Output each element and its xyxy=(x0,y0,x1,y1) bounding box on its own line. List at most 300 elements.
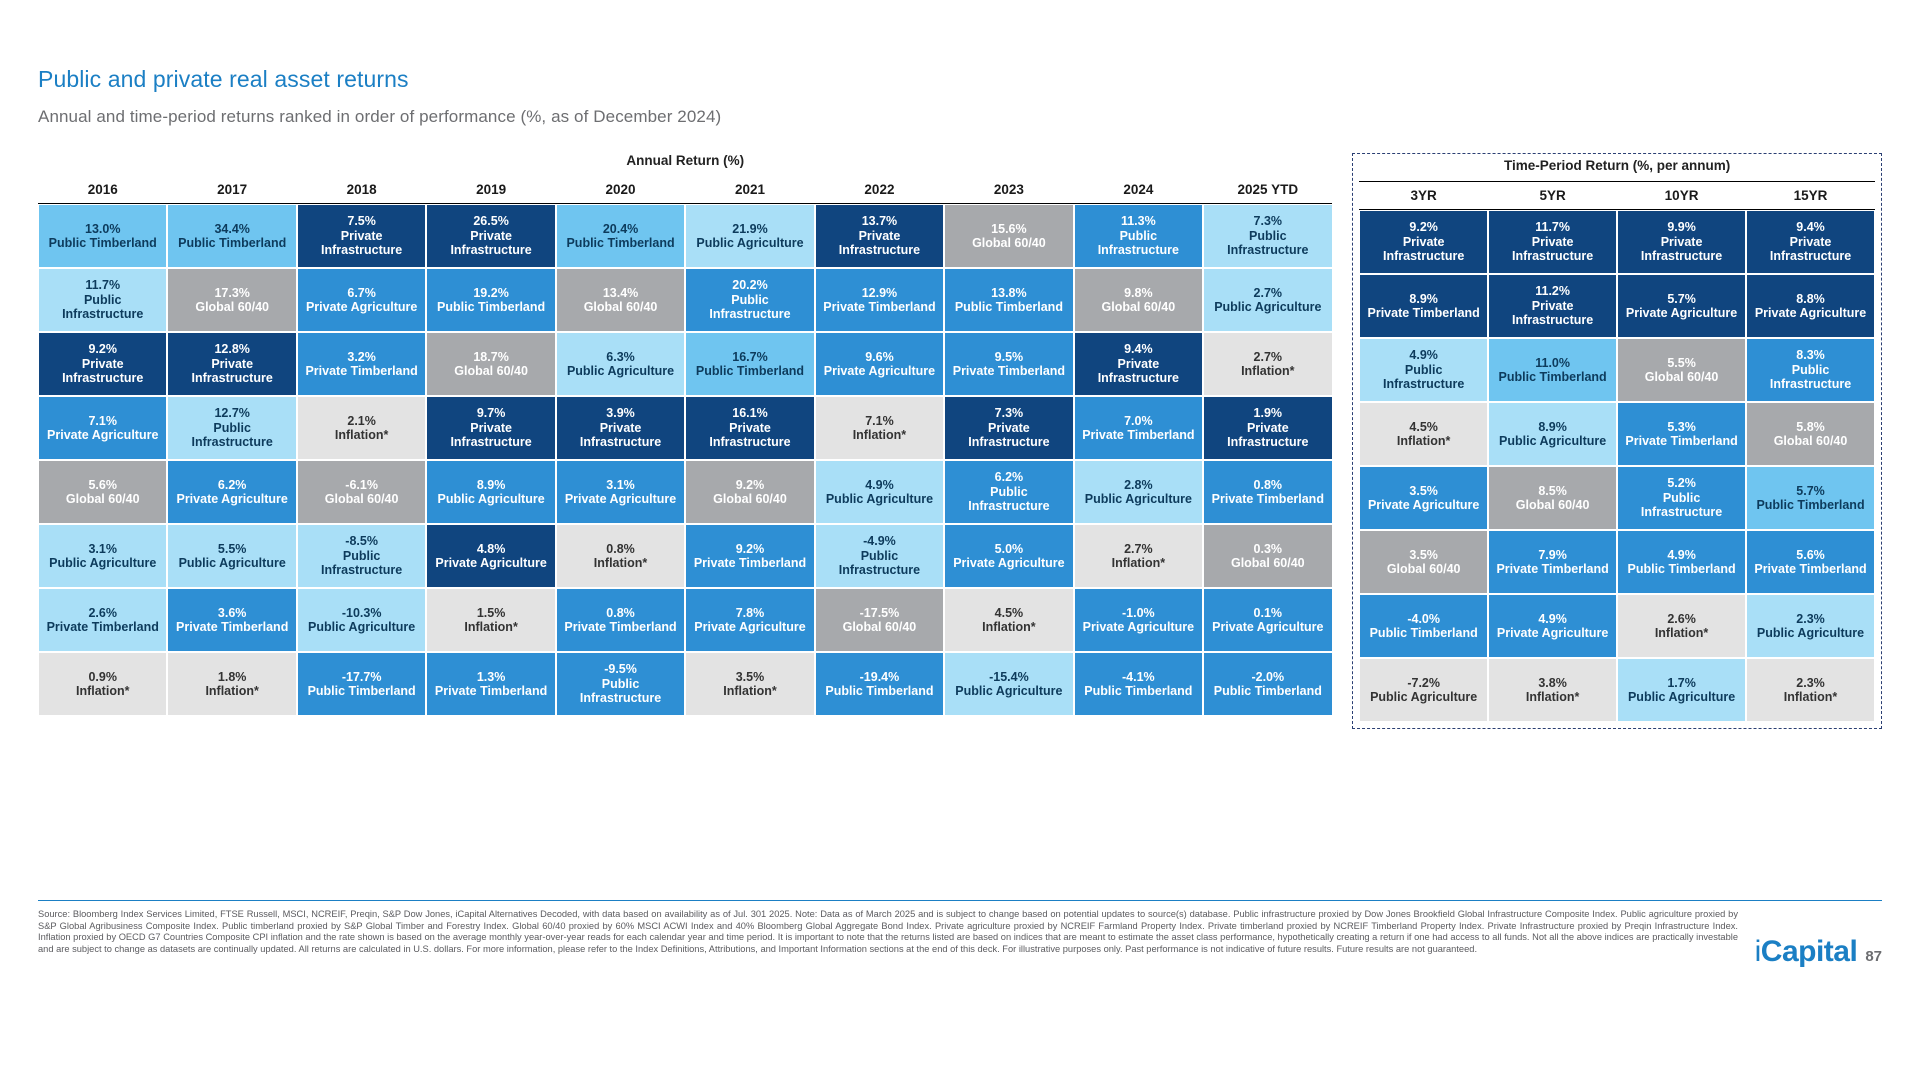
cell-label: Inflation* xyxy=(1396,434,1451,448)
cell-label: Private Infrastructure xyxy=(62,356,144,386)
period-cell xyxy=(1746,210,1875,274)
cell-value: 3.8% xyxy=(1538,675,1567,690)
annual-header-2025-ytd: 2025 YTD xyxy=(1237,182,1299,197)
cell-value: 1.5% xyxy=(476,605,506,620)
cell-value: 5.2% xyxy=(1667,476,1696,491)
annual-cell xyxy=(815,268,944,332)
cell-value: 12.7% xyxy=(214,406,250,421)
time-period-return-block xyxy=(1352,153,1882,729)
cell-value: 2.3% xyxy=(1796,675,1825,690)
cell-value: 5.0% xyxy=(994,541,1024,556)
cell-label: Private Agriculture xyxy=(176,492,288,506)
cell-value: 7.1% xyxy=(88,413,117,428)
annual-cell xyxy=(297,460,426,524)
cell-value: 6.2% xyxy=(217,477,247,492)
cell-value: 3.5% xyxy=(1409,547,1438,562)
cell-label: Private Timberland xyxy=(1625,434,1738,448)
cell-label: Public Agriculture xyxy=(825,492,934,506)
cell-value: 5.5% xyxy=(217,541,247,556)
returns-matrix xyxy=(38,153,1882,729)
cell-label: Public Timberland xyxy=(178,236,287,250)
annual-cell xyxy=(944,460,1073,524)
period-body xyxy=(1359,210,1875,722)
cell-label: Inflation* xyxy=(1783,690,1838,704)
annual-cell xyxy=(38,460,167,524)
cell-value: 1.8% xyxy=(217,669,247,684)
annual-cell xyxy=(685,652,814,716)
cell-label: Public Infrastructure xyxy=(968,484,1050,514)
cell-value: 7.3% xyxy=(1253,214,1283,229)
cell-label: Private Agriculture xyxy=(1754,306,1867,320)
cell-label: Public Infrastructure xyxy=(320,548,403,578)
cell-label: Public Agriculture xyxy=(1627,690,1736,704)
cell-value: 5.6% xyxy=(1796,547,1825,562)
cell-value: 20.2% xyxy=(732,278,768,293)
annual-cell xyxy=(685,332,814,396)
cell-value: 5.5% xyxy=(1667,355,1696,370)
cell-value: 9.8% xyxy=(1124,285,1153,300)
cell-label: Private Agriculture xyxy=(1082,620,1195,634)
annual-cell xyxy=(815,396,944,460)
period-row xyxy=(1359,274,1875,338)
cell-value: 4.9% xyxy=(1409,348,1438,363)
cell-label: Private Timberland xyxy=(1082,428,1195,442)
cell-label: Public Agriculture xyxy=(178,556,286,570)
cell-label: Private Agriculture xyxy=(953,556,1065,570)
cell-value: 6.3% xyxy=(606,349,635,364)
cell-label: Private Agriculture xyxy=(1212,620,1324,634)
icapital-logo xyxy=(1755,935,1858,969)
annual-cell xyxy=(944,204,1073,268)
period-cell xyxy=(1359,530,1488,594)
cell-value: 11.0% xyxy=(1535,355,1570,370)
annual-cell xyxy=(556,652,685,716)
cell-label: Public Agriculture xyxy=(437,492,545,506)
cell-value: -17.7% xyxy=(341,669,382,684)
cell-label: Public Timberland xyxy=(1213,684,1322,698)
period-cell xyxy=(1617,402,1746,466)
cell-label: Global 60/40 xyxy=(1386,562,1461,576)
cell-value: -4.9% xyxy=(863,534,896,549)
period-cell xyxy=(1488,466,1617,530)
annual-header-2023: 2023 xyxy=(993,182,1024,197)
cell-label: Public Infrastructure xyxy=(1383,362,1465,392)
cell-label: Private Infrastructure xyxy=(838,228,921,258)
cell-value: 12.8% xyxy=(214,342,250,357)
annual-cell xyxy=(167,524,296,588)
period-cell xyxy=(1488,594,1617,658)
brand-block xyxy=(1755,935,1882,969)
cell-label: Private Timberland xyxy=(305,364,418,378)
annual-cell xyxy=(1074,524,1203,588)
period-header-3yr: 3YR xyxy=(1410,188,1437,203)
annual-cell xyxy=(815,652,944,716)
cell-value: 13.7% xyxy=(861,214,898,229)
cell-value: -17.5% xyxy=(859,605,900,620)
cell-label: Private Infrastructure xyxy=(1383,234,1465,264)
cell-label: Public Timberland xyxy=(566,236,675,250)
cell-value: 0.1% xyxy=(1253,605,1283,620)
cell-label: Public Infrastructure xyxy=(62,292,144,322)
cell-label: Public Infrastructure xyxy=(1769,362,1852,392)
period-cell xyxy=(1359,594,1488,658)
annual-cell xyxy=(685,396,814,460)
period-row xyxy=(1359,658,1875,722)
cell-value: 3.1% xyxy=(88,541,117,556)
period-row xyxy=(1359,402,1875,466)
cell-label: Inflation* xyxy=(1111,556,1166,570)
annual-cell xyxy=(944,588,1073,652)
cell-value: 0.8% xyxy=(606,541,635,556)
period-cell xyxy=(1488,274,1617,338)
cell-label: Inflation* xyxy=(723,684,777,698)
annual-header-2022: 2022 xyxy=(864,182,895,197)
annual-cell xyxy=(1203,652,1332,716)
cell-value: 19.2% xyxy=(473,285,509,300)
period-header-5yr: 5YR xyxy=(1539,188,1566,203)
cell-label: Private Agriculture xyxy=(1625,306,1738,320)
cell-label: Private Timberland xyxy=(176,620,289,634)
cell-value: 2.1% xyxy=(347,413,376,428)
annual-cell xyxy=(944,396,1073,460)
cell-label: Private Infrastructure xyxy=(1769,234,1852,264)
cell-label: Public Timberland xyxy=(825,684,934,698)
period-cell xyxy=(1617,658,1746,722)
cell-value: 3.5% xyxy=(1409,483,1438,498)
logo-capital: Capital xyxy=(1760,935,1858,968)
annual-cell xyxy=(297,332,426,396)
annual-cell xyxy=(1203,268,1332,332)
cell-value: 15.6% xyxy=(991,221,1027,236)
period-band-title: Time-Period Return (%, per annum) xyxy=(1503,158,1731,173)
cell-label: Private Infrastructure xyxy=(1511,234,1594,264)
cell-label: Public Timberland xyxy=(1756,498,1865,512)
annual-row xyxy=(38,396,1332,460)
cell-value: 2.7% xyxy=(1124,541,1153,556)
cell-value: 4.8% xyxy=(476,541,506,556)
cell-value: 21.9% xyxy=(732,221,768,236)
cell-label: Private Infrastructure xyxy=(320,228,403,258)
cell-value: 8.8% xyxy=(1796,291,1825,306)
cell-label: Public Timberland xyxy=(307,684,416,698)
annual-header-2018: 2018 xyxy=(346,182,377,197)
cell-value: 7.1% xyxy=(865,413,894,428)
cell-value: 9.2% xyxy=(88,342,117,357)
cell-label: Global 60/40 xyxy=(713,492,787,506)
cell-value: 13.8% xyxy=(991,285,1027,300)
cell-label: Public Agriculture xyxy=(1084,492,1192,506)
cell-value: -2.0% xyxy=(1251,669,1285,684)
annual-cell xyxy=(167,332,296,396)
cell-label: Global 60/40 xyxy=(972,236,1046,250)
cell-value: -6.1% xyxy=(345,477,378,492)
cell-label: Global 60/40 xyxy=(842,620,917,634)
cell-label: Inflation* xyxy=(982,620,1036,634)
cell-value: 9.2% xyxy=(735,541,765,556)
cell-label: Public Timberland xyxy=(1369,626,1478,640)
cell-label: Public Infrastructure xyxy=(579,676,662,706)
cell-label: Inflation* xyxy=(75,684,130,698)
cell-value: 4.5% xyxy=(994,605,1024,620)
period-cell xyxy=(1617,466,1746,530)
cell-label: Public Infrastructure xyxy=(838,548,921,578)
cell-label: Private Timberland xyxy=(952,364,1066,378)
source-note: Source: Bloomberg Index Services Limited, FTSE Russell, MSCI, NCREIF, Preqin, S&P Dow Jones, iCapital Alternatives Decoded, with data based on availability as of Jul. 301 2025. Note: Data as of March 2025 and is subject to change based on potential updates to source(s) database. Public infrastructure proxied by Dow Jones Brookfield Global Infrastructure Composite Index. Public agriculture proxied by S&P Global Agribusiness Composite Index. Public timberland proxied by S&P Global Timber and Forestry Index. Global 60/40 proxied by 60% MSCI ACWI Index and 40% Bloomberg Global Aggregate Bond Index. Private agriculture proxied by NCREIF Farmland Property Index. Private timberland proxied by NCREIF Timberland Property Index. Private Infrastructure proxied by Preqin Infrastructure Index. Inflation proxied by OECD G7 Countries Composite CPI inflation and the rate shown is based on the average monthly year-over-year reads for each calendar year and time period. It is important to note that the returns listed are based on indices that are meant to estimate the asset class performance, hypothetically creating a return if one had access to all funds. Not all the above indices are practically investable and are subject to change as datasets are continually updated. All returns are calculated in U.S. dollars. For more information, please refer to the Index Definitions, Attributions, and Important Information sections at the end of this deck. For illustrative purposes only. Past performance is not indicative of future results. Future results are not guaranteed. xyxy=(38,909,1738,954)
cell-value: 18.7% xyxy=(473,349,509,364)
annual-cell xyxy=(815,460,944,524)
cell-value: 0.8% xyxy=(1253,477,1283,492)
cell-label: Public Infrastructure xyxy=(1640,490,1723,520)
cell-value: 8.9% xyxy=(476,477,506,492)
annual-cell xyxy=(38,268,167,332)
cell-value: 11.3% xyxy=(1120,214,1156,229)
cell-label: Global 60/40 xyxy=(195,300,269,314)
annual-row xyxy=(38,332,1332,396)
period-cell xyxy=(1746,658,1875,722)
cell-label: Private Infrastructure xyxy=(1097,356,1179,386)
annual-cell xyxy=(167,268,296,332)
cell-label: Private Timberland xyxy=(1754,562,1867,576)
cell-value: -4.0% xyxy=(1407,611,1440,626)
annual-row xyxy=(38,588,1332,652)
cell-value: 34.4% xyxy=(214,221,250,236)
cell-value: 8.9% xyxy=(1409,291,1438,306)
annual-cell xyxy=(556,588,685,652)
annual-cell xyxy=(556,204,685,268)
page-subtitle: Annual and time-period returns ranked in order of performance (%, as of December 2024) xyxy=(38,107,722,126)
cell-value: -1.0% xyxy=(1122,605,1155,620)
cell-value: 9.6% xyxy=(865,349,894,364)
period-cell xyxy=(1746,338,1875,402)
cell-label: Inflation* xyxy=(1654,626,1709,640)
annual-cell xyxy=(1074,652,1203,716)
cell-label: Public Infrastructure xyxy=(191,420,273,450)
footer-divider xyxy=(38,900,1882,901)
cell-label: Inflation* xyxy=(334,428,389,442)
cell-label: Private Infrastructure xyxy=(1511,298,1594,328)
cell-label: Inflation* xyxy=(1525,690,1580,704)
cell-label: Private Timberland xyxy=(434,684,548,698)
period-row xyxy=(1359,530,1875,594)
cell-label: Public Infrastructure xyxy=(709,292,791,322)
annual-cell xyxy=(426,524,555,588)
period-header-15yr: 15YR xyxy=(1793,188,1828,203)
cell-value: 13.4% xyxy=(602,285,639,300)
cell-value: 4.9% xyxy=(1667,547,1696,562)
annual-cell xyxy=(944,652,1073,716)
cell-value: 3.6% xyxy=(217,605,247,620)
cell-value: -9.5% xyxy=(604,662,637,677)
annual-cell xyxy=(1074,268,1203,332)
cell-label: Private Timberland xyxy=(1367,306,1480,320)
cell-label: Private Agriculture xyxy=(694,620,806,634)
annual-cell xyxy=(426,268,555,332)
cell-label: Public Infrastructure xyxy=(1097,228,1179,258)
annual-return-block xyxy=(38,153,1332,716)
annual-cell xyxy=(815,332,944,396)
cell-label: Inflation* xyxy=(205,684,259,698)
cell-value: 2.8% xyxy=(1124,477,1153,492)
cell-label: Public Agriculture xyxy=(49,556,157,570)
cell-value: -10.3% xyxy=(341,605,382,620)
cell-value: 0.3% xyxy=(1253,541,1283,556)
cell-label: Global 60/40 xyxy=(1515,498,1590,512)
period-cell xyxy=(1617,274,1746,338)
cell-value: 0.8% xyxy=(606,605,635,620)
cell-label: Public Timberland xyxy=(1084,684,1193,698)
annual-cell xyxy=(815,204,944,268)
annual-cell xyxy=(38,204,167,268)
cell-value: 6.7% xyxy=(347,285,376,300)
cell-value: 11.2% xyxy=(1535,284,1570,299)
annual-cell xyxy=(167,588,296,652)
cell-value: 7.5% xyxy=(347,214,376,229)
cell-label: Private Infrastructure xyxy=(1227,420,1309,450)
period-row xyxy=(1359,338,1875,402)
cell-value: 3.5% xyxy=(735,669,765,684)
period-cell xyxy=(1617,594,1746,658)
cell-label: Public Timberland xyxy=(1498,370,1607,384)
cell-value: 5.7% xyxy=(1667,291,1696,306)
cell-value: 8.5% xyxy=(1538,483,1567,498)
annual-row xyxy=(38,268,1332,332)
cell-label: Private Timberland xyxy=(564,620,677,634)
cell-label: Inflation* xyxy=(464,620,518,634)
cell-value: 7.9% xyxy=(1538,547,1567,562)
annual-cell xyxy=(556,396,685,460)
period-cell xyxy=(1617,210,1746,274)
cell-value: 9.5% xyxy=(994,349,1024,364)
period-cell xyxy=(1359,274,1488,338)
cell-value: 9.2% xyxy=(1409,220,1438,235)
cell-label: Global 60/40 xyxy=(1230,556,1305,570)
annual-cell xyxy=(426,460,555,524)
annual-header-2020: 2020 xyxy=(605,182,636,197)
cell-value: 8.9% xyxy=(1538,419,1567,434)
cell-value: 20.4% xyxy=(602,221,639,236)
annual-cell xyxy=(297,396,426,460)
footer xyxy=(38,900,1882,955)
period-cell xyxy=(1746,466,1875,530)
cell-label: Public Agriculture xyxy=(566,364,675,378)
period-cell xyxy=(1488,402,1617,466)
annual-cell xyxy=(38,396,167,460)
annual-cell xyxy=(944,268,1073,332)
cell-label: Private Agriculture xyxy=(305,300,418,314)
period-cell xyxy=(1359,338,1488,402)
annual-cell xyxy=(944,332,1073,396)
annual-cell xyxy=(685,268,814,332)
cell-value: 4.9% xyxy=(1538,611,1567,626)
cell-value: 11.7% xyxy=(1535,220,1570,235)
cell-value: 16.1% xyxy=(732,406,768,421)
annual-cell xyxy=(1074,332,1203,396)
annual-cell xyxy=(556,268,685,332)
cell-value: 2.7% xyxy=(1253,349,1283,364)
period-row xyxy=(1359,594,1875,658)
cell-value: 3.9% xyxy=(606,406,635,421)
cell-value: 4.9% xyxy=(865,477,894,492)
period-cell xyxy=(1359,658,1488,722)
cell-value: 6.2% xyxy=(994,470,1024,485)
period-header-10yr: 10YR xyxy=(1664,188,1699,203)
cell-label: Private Infrastructure xyxy=(709,420,791,450)
page-title: Public and private real asset returns xyxy=(38,66,409,92)
annual-cell xyxy=(556,460,685,524)
annual-cell xyxy=(167,460,296,524)
annual-cell xyxy=(297,652,426,716)
cell-label: Public Timberland xyxy=(695,364,805,378)
annual-cell xyxy=(815,524,944,588)
annual-cell xyxy=(685,204,814,268)
cell-value: 2.6% xyxy=(88,605,117,620)
cell-label: Global 60/40 xyxy=(65,492,140,506)
annual-cell xyxy=(556,524,685,588)
cell-label: Public Agriculture xyxy=(1370,690,1478,704)
cell-value: 9.2% xyxy=(735,477,765,492)
cell-label: Private Infrastructure xyxy=(1640,234,1723,264)
cell-label: Private Agriculture xyxy=(823,364,936,378)
cell-label: Global 60/40 xyxy=(1644,370,1719,384)
period-cell xyxy=(1746,274,1875,338)
period-cell xyxy=(1746,530,1875,594)
annual-cell xyxy=(426,588,555,652)
annual-cell xyxy=(1074,204,1203,268)
cell-value: -7.2% xyxy=(1407,675,1440,690)
annual-cell xyxy=(944,524,1073,588)
annual-cell xyxy=(556,332,685,396)
cell-label: Inflation* xyxy=(852,428,907,442)
annual-cell xyxy=(1203,396,1332,460)
annual-cell xyxy=(167,396,296,460)
cell-value: -19.4% xyxy=(859,669,900,684)
cell-value: 9.4% xyxy=(1796,220,1825,235)
cell-value: 7.8% xyxy=(735,605,765,620)
cell-label: Public Agriculture xyxy=(696,236,804,250)
period-cell xyxy=(1746,594,1875,658)
cell-label: Public Timberland xyxy=(48,236,157,250)
annual-header-2024: 2024 xyxy=(1123,182,1154,197)
cell-value: 9.9% xyxy=(1667,220,1696,235)
cell-value: 13.0% xyxy=(85,221,121,236)
period-cell xyxy=(1488,338,1617,402)
cell-label: Inflation* xyxy=(593,556,648,570)
cell-label: Public Agriculture xyxy=(1214,300,1322,314)
cell-label: Private Infrastructure xyxy=(450,228,532,258)
annual-header-2016: 2016 xyxy=(87,182,118,197)
cell-label: Global 60/40 xyxy=(1773,434,1848,448)
cell-label: Public Agriculture xyxy=(1499,434,1607,448)
annual-cell xyxy=(1203,460,1332,524)
cell-value: 12.9% xyxy=(861,285,898,300)
cell-label: Private Timberland xyxy=(823,300,936,314)
annual-header-2021: 2021 xyxy=(734,182,766,197)
cell-value: 2.7% xyxy=(1253,285,1283,300)
cell-label: Public Agriculture xyxy=(308,620,416,634)
cell-value: -15.4% xyxy=(989,669,1029,684)
cell-value: 3.1% xyxy=(606,477,635,492)
annual-header-2019: 2019 xyxy=(476,182,507,197)
annual-cell xyxy=(815,588,944,652)
period-row xyxy=(1359,466,1875,530)
period-cell xyxy=(1488,530,1617,594)
cell-label: Global 60/40 xyxy=(454,364,528,378)
cell-value: 26.5% xyxy=(473,214,509,229)
annual-cell xyxy=(1203,588,1332,652)
cell-value: 1.3% xyxy=(476,669,506,684)
annual-cell xyxy=(1203,204,1332,268)
annual-cell xyxy=(685,524,814,588)
